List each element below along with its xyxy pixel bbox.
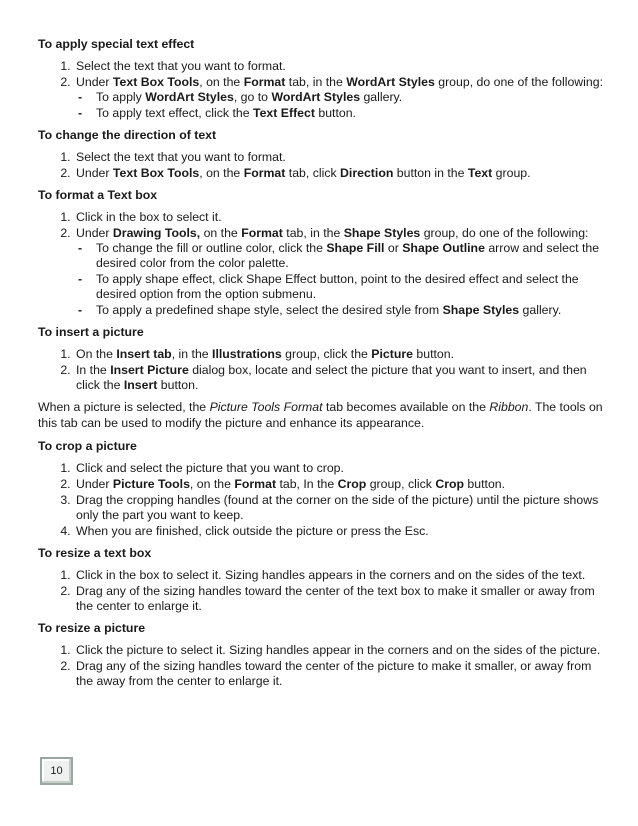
section (38, 36, 604, 121)
list-item (74, 75, 604, 121)
text-run: group, click the (281, 347, 372, 361)
bold-text: Format (241, 226, 283, 240)
bold-text: Insert (123, 378, 158, 392)
italic-text: Ribbon (489, 400, 529, 414)
list-item (74, 524, 604, 539)
text-run: On the (76, 347, 117, 361)
text-run: button. (413, 347, 455, 361)
text-run: or (384, 241, 403, 255)
numbered-list (38, 461, 604, 539)
page-number-box (40, 757, 73, 785)
text-run: Click and select the picture that you want to crop. (76, 461, 344, 475)
bold-text: Insert Picture (110, 363, 189, 377)
page-number: 10 (50, 765, 63, 777)
bold-text: Picture (371, 347, 413, 361)
text-run: , in the (171, 347, 213, 361)
text-run: , on the (189, 477, 235, 491)
text-run: gallery. (519, 303, 562, 317)
numbered-list (38, 568, 604, 614)
list-item (74, 568, 604, 583)
list-item (74, 461, 604, 476)
bold-text: Drawing Tools, (112, 226, 201, 240)
text-run: group, do one of the following: (420, 226, 589, 240)
text-run: button. (157, 378, 199, 392)
section-heading: To resize a picture (38, 621, 146, 635)
text-run: tab, In the (276, 477, 338, 491)
text-run: arrow and select the desired color from the color palette. (96, 241, 600, 270)
section (38, 620, 604, 689)
bold-text: Shape Styles (442, 303, 520, 317)
list-item (74, 226, 604, 318)
numbered-list (38, 150, 604, 181)
text-run: Under (76, 226, 113, 240)
text-run: group, click (366, 477, 436, 491)
document-page (38, 36, 604, 695)
section (38, 545, 604, 614)
bold-text: Shape Outline (402, 241, 485, 255)
italic-text: Picture Tools Format (209, 400, 323, 414)
text-run: tab, in the (282, 226, 344, 240)
list-item (74, 59, 604, 74)
dash-list-item (76, 241, 604, 271)
text-run: Select the text that you want to format. (76, 59, 286, 73)
text-run: To change the fill or outline color, click the (96, 241, 327, 255)
text-run: dialog box, locate and select the picture that you want to insert, and then click the (76, 363, 587, 392)
list-item (74, 477, 604, 492)
numbered-list (38, 643, 604, 689)
section (38, 187, 604, 318)
text-run: To apply (96, 90, 146, 104)
dash-list (76, 241, 604, 318)
bold-text: Format (243, 166, 286, 180)
list-item (74, 210, 604, 225)
bold-text: Text Box Tools (112, 166, 200, 180)
text-run: Under (76, 166, 113, 180)
section-heading: To format a Text box (38, 188, 158, 202)
text-run: In the (76, 363, 111, 377)
numbered-list (38, 210, 604, 318)
numbered-list (38, 347, 604, 393)
text-run: , go to (233, 90, 272, 104)
section-heading: To apply special text effect (38, 37, 195, 51)
bold-text: Direction (340, 166, 394, 180)
list-item (74, 347, 604, 362)
list-item (74, 584, 604, 614)
bold-text: Shape Fill (326, 241, 385, 255)
bold-text: Shape Styles (343, 226, 421, 240)
bold-text: Format (243, 75, 286, 89)
dash-list (76, 90, 604, 121)
text-run: tab, in the (285, 75, 347, 89)
text-run: on the (200, 226, 242, 240)
text-run: Click in the box to select it. Sizing handles appears in the corners and on the sides of the text. (76, 568, 586, 582)
text-run: gallery. (360, 90, 403, 104)
dash-list-item (76, 90, 604, 105)
text-run: , on the (199, 166, 244, 180)
text-run: group, do one of the following: (434, 75, 604, 89)
list-item (74, 659, 604, 689)
text-run: Select the text that you want to format. (76, 150, 286, 164)
list-item (74, 643, 604, 658)
bold-text: Picture Tools (112, 477, 190, 491)
text-run: Click the picture to select it. Sizing handles appear in the corners and on the sides of the picture. (76, 643, 601, 657)
text-run: button in the (393, 166, 468, 180)
text-run: Drag the cropping handles (found at the corner on the side of the picture) until the picture shows only the part you want to keep. (76, 493, 599, 522)
numbered-list (38, 59, 604, 121)
section-heading: To change the direction of text (38, 128, 217, 142)
dash-list-item (76, 272, 604, 302)
text-run: To apply text effect, click the (96, 106, 253, 120)
text-run: button. (464, 477, 506, 491)
text-run: . The tools on this tab can be used to modify the picture and enhance its appearance. (38, 400, 603, 430)
text-run: tab becomes available on the (322, 400, 490, 414)
bold-text: Format (234, 477, 277, 491)
dash-list-item (76, 303, 604, 318)
bold-text: WordArt Styles (271, 90, 361, 104)
text-run: Under (76, 477, 113, 491)
text-run: , on the (199, 75, 244, 89)
bold-text: Crop (435, 477, 465, 491)
text-run: Under (76, 75, 113, 89)
list-item (74, 166, 604, 181)
text-run: button. (314, 106, 356, 120)
body-paragraph (38, 399, 604, 431)
bold-text: Text Box Tools (112, 75, 200, 89)
section-heading: To crop a picture (38, 439, 137, 453)
bold-text: Text (467, 166, 493, 180)
list-item (74, 150, 604, 165)
text-run: To apply a predefined shape style, select the desired style from (96, 303, 443, 317)
section-heading: To insert a picture (38, 325, 144, 339)
section (38, 324, 604, 431)
section (38, 127, 604, 181)
bold-text: Illustrations (212, 347, 282, 361)
bold-text: WordArt Styles (145, 90, 234, 104)
bold-text: Insert tab (116, 347, 172, 361)
text-run: When you are finished, click outside the picture or press the Esc. (76, 524, 429, 538)
list-item (74, 363, 604, 393)
bold-text: Crop (337, 477, 367, 491)
text-run: tab, click (285, 166, 341, 180)
text-run: When a picture is selected, the (38, 400, 210, 414)
text-run: Click in the box to select it. (76, 210, 222, 224)
bold-text: WordArt Styles (346, 75, 435, 89)
text-run: To apply shape effect, click Shape Effect button, point to the desired effect and select the desired option from the option submenu. (96, 272, 579, 301)
section (38, 438, 604, 539)
bold-text: Text Effect (252, 106, 315, 120)
text-run: group. (492, 166, 531, 180)
section-heading: To resize a text box (38, 546, 152, 560)
list-item (74, 493, 604, 523)
text-run: Drag any of the sizing handles toward the center of the picture to make it smaller, or away from the away from the center to enlarge it. (76, 659, 592, 688)
text-run: Drag any of the sizing handles toward the center of the text box to make it smaller or away from the center to enlarge it. (76, 584, 595, 613)
dash-list-item (76, 106, 604, 121)
